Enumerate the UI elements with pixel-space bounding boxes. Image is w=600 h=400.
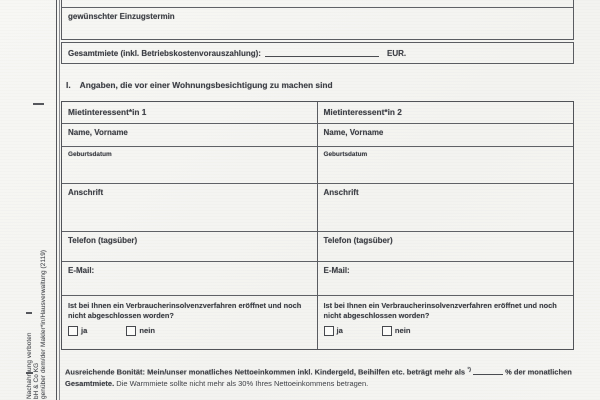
applicant-table xyxy=(61,101,574,350)
fold-mark xyxy=(33,103,44,105)
applicant1-address-field[interactable]: Anschrift xyxy=(62,184,317,232)
gesamtmiete-unit-label: EUR. xyxy=(387,48,407,58)
checkbox-ja-label: ja xyxy=(336,326,343,336)
bonitaet-text: Mein/unser monatliches Nettoeinkommen inkl. Kindergeld, Beihilfen etc. beträgt mehr als xyxy=(147,367,466,377)
einzugstermin-box xyxy=(61,0,574,40)
applicant2-email-field[interactable]: E-Mail: xyxy=(318,262,574,296)
fold-mark xyxy=(26,312,32,314)
applicant1-name-field[interactable]: Name, Vorname xyxy=(62,124,317,147)
bonitaet-tail: % der monatlichen Gesamtmiete. xyxy=(65,367,572,389)
applicant1-checkbox-nein[interactable] xyxy=(126,326,136,336)
applicant-column-2 xyxy=(318,102,574,349)
bonitaet-note xyxy=(65,366,574,390)
checkbox-nein-label: nein xyxy=(139,326,155,336)
applicant1-insolvency-cell xyxy=(62,296,317,349)
section-heading xyxy=(66,80,333,90)
section-numeral: I. xyxy=(66,80,71,90)
applicant1-phone-field[interactable]: Telefon (tagsüber) xyxy=(62,232,317,262)
bonitaet-warmmiete-sentence: Die Warmmiete sollte nicht mehr als 30% Ihres Nettoeinkommens betragen. xyxy=(116,379,369,389)
applicant1-checkbox-ja[interactable] xyxy=(68,326,78,336)
section-title: Angaben, die vor einer Wohnungsbesichtigung zu machen sind xyxy=(79,80,333,90)
gesamtmiete-blank-field[interactable] xyxy=(265,45,379,57)
margin-print-note: genüber dem/der Makler*in/Hausverwaltung (2119) xyxy=(40,249,47,399)
page-edge-line xyxy=(56,0,57,400)
checkbox-nein-label: nein xyxy=(394,326,411,336)
einzugstermin-label: gewünschter Einzugstermin xyxy=(68,12,175,21)
bonitaet-intro: Ausreichende Bonität: xyxy=(65,367,146,377)
applicant2-birthdate-field[interactable]: Geburtsdatum xyxy=(318,147,574,184)
applicant2-header: Mietinteressent*in 2 xyxy=(318,102,574,124)
applicant2-insolvency-cell xyxy=(318,296,574,349)
checkbox-ja-label: ja xyxy=(81,326,88,336)
applicant2-checkbox-ja[interactable] xyxy=(324,326,334,336)
margin-print-note: bH & Co KG xyxy=(33,362,40,399)
applicant2-address-field[interactable]: Anschrift xyxy=(318,184,574,232)
insolvency-question: Ist bei Ihnen ein Verbraucherinsolvenzverfahren eröffnet und noch nicht abgeschlossen worden? xyxy=(323,301,557,320)
applicant1-header: Mietinteressent*in 1 xyxy=(62,102,317,124)
applicant2-name-field[interactable]: Name, Vorname xyxy=(318,124,574,147)
percent-blank-field[interactable] xyxy=(473,369,503,375)
applicant2-phone-field[interactable]: Telefon (tagsüber) xyxy=(318,232,574,262)
applicant2-checkbox-nein[interactable] xyxy=(382,326,392,336)
applicant1-email-field[interactable]: E-Mail: xyxy=(62,262,317,296)
applicant-column-1 xyxy=(62,102,318,349)
margin-print-note: Nachahmung verboten xyxy=(26,332,33,399)
insolvency-question: Ist bei Ihnen ein Verbraucherinsolvenzverfahren eröffnet und noch nicht abgeschlossen worden? xyxy=(68,301,302,320)
applicant1-birthdate-field[interactable]: Geburtsdatum xyxy=(62,147,317,184)
gesamtmiete-box xyxy=(61,42,574,65)
footnote-reference: ¹) xyxy=(467,367,471,373)
row-divider xyxy=(62,7,573,8)
gesamtmiete-label: Gesamtmiete (inkl. Betriebskostenvorauszahlung): xyxy=(68,48,261,58)
